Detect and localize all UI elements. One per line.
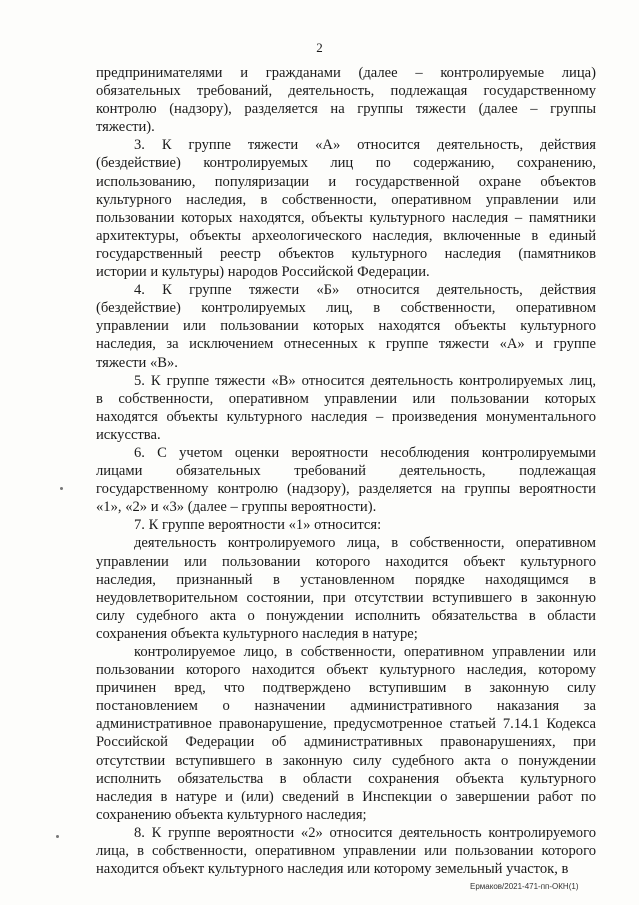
scan-speck <box>60 487 63 490</box>
text-line: тяжести «В». <box>96 354 178 371</box>
text-line: сохранению объекта культурного наследия; <box>96 806 367 823</box>
text-line: управлении или пользовании которых находятся объекты культурного <box>96 318 596 335</box>
text-line: административное правонарушение, предусмотренное статьей 7.14.1 Кодекса <box>96 716 596 733</box>
text-line: обязательных требований, деятельность, подлежащая государственному <box>96 83 596 100</box>
paragraph <box>96 824 596 878</box>
text-line: истории и культуры) народов Российской Федерации. <box>96 264 430 281</box>
paragraph <box>96 444 596 516</box>
paragraph <box>96 372 596 444</box>
text-line: наследия, за исключением отнесенных к группе тяжести «А» и группе <box>96 336 596 353</box>
text-line: (бездействие) контролируемых лиц, в собственности, оперативном <box>96 300 596 317</box>
paragraph <box>96 534 596 643</box>
text-line: сохранения объекта культурного наследия в натуре; <box>96 625 418 642</box>
page-number: 2 <box>316 40 323 55</box>
text-line: наследия в натуре и (или) сведений в Инспекции о завершении работ по <box>96 788 596 805</box>
text-line: 5. К группе тяжести «В» относится деятельность контролируемых лиц, <box>134 372 596 389</box>
text-line: 3. К группе тяжести «А» относится деятельность, действия <box>134 137 596 154</box>
paragraph <box>96 281 596 371</box>
text-line: пользовании которых находятся, объекты культурного наследия – памятники <box>96 209 596 226</box>
text-line: наследия, признанный в установленном порядке находящимся в <box>96 571 596 588</box>
text-line: пользовании которого находится объект культурного наследия, которому <box>96 662 596 679</box>
text-line: 8. К группе вероятности «2» относится деятельность контролируемого <box>134 824 596 841</box>
paragraph <box>96 64 596 136</box>
text-line: контролю (надзору), разделяется на группы тяжести (далее – группы <box>96 101 596 118</box>
paragraph <box>96 136 596 281</box>
text-line: «1», «2» и «3» (далее – группы вероятности). <box>96 499 377 516</box>
text-line: лицами обязательных требований деятельность, подлежащая <box>96 463 596 480</box>
text-line: в собственности, оперативном управлении или пользовании которых <box>96 390 596 407</box>
text-line: государственный реестр объектов культурного наследия (памятников <box>96 245 596 262</box>
text-line: культурного наследия, в собственности, оперативном управлении или <box>96 191 596 208</box>
text-line: Российской Федерации об административных правонарушениях, при <box>96 734 596 751</box>
text-line: искусства. <box>96 426 161 443</box>
text-line: использованию, популяризации и государственной охране объектов <box>96 173 596 190</box>
text-line: постановлением о назначении административного наказания за <box>96 698 596 715</box>
scan-speck <box>56 835 59 838</box>
text-line: государственному контролю (надзору), разделяется на группы вероятности <box>96 481 596 498</box>
paragraph <box>96 516 596 534</box>
text-line: деятельность контролируемого лица, в собственности, оперативном <box>134 535 596 552</box>
text-line: отсутствии вступившего в законную силу судебного акта о понуждении <box>96 752 596 769</box>
text-line: 6. С учетом оценки вероятности несоблюдения контролируемыми <box>134 444 596 461</box>
text-line: тяжести). <box>96 119 155 136</box>
paragraph <box>96 643 596 824</box>
text-line: 7. К группе вероятности «1» относится: <box>134 517 382 534</box>
text-line: контролируемое лицо, в собственности, оперативном управлении или <box>134 644 596 660</box>
text-line: исполнить обязательства в области сохранения объекта культурного <box>96 770 596 787</box>
text-line: находится объект культурного наследия или которому земельный участок, в <box>96 861 569 878</box>
text-line: предпринимателями и гражданами (далее – контролируемые лица) <box>96 65 596 81</box>
text-line: архитектуры, объекты археологического наследия, включенные в единый <box>96 227 596 244</box>
document-body <box>96 64 596 878</box>
text-line: силу судебного акта о понуждении исполнить обязательства в области <box>96 607 596 624</box>
text-line: причинен вред, что подтверждено вступившим в законную силу <box>96 680 596 697</box>
text-line: (бездействие) контролируемых лиц по содержанию, сохранению, <box>96 155 596 172</box>
document-footer-code: Ермаков/2021-471-пп-ОКН(1) <box>470 882 579 891</box>
text-line: неудовлетворительном состоянии, при отсутствии вступившего в законную <box>96 589 596 606</box>
text-line: 4. К группе тяжести «Б» относится деятельность, действия <box>134 282 596 299</box>
text-line: лица, в собственности, оперативном управлении или пользовании которого <box>96 843 596 860</box>
text-line: управлении или пользовании которого находится объект культурного <box>96 553 596 570</box>
text-line: находятся объекты культурного наследия – произведения монументального <box>96 408 596 425</box>
